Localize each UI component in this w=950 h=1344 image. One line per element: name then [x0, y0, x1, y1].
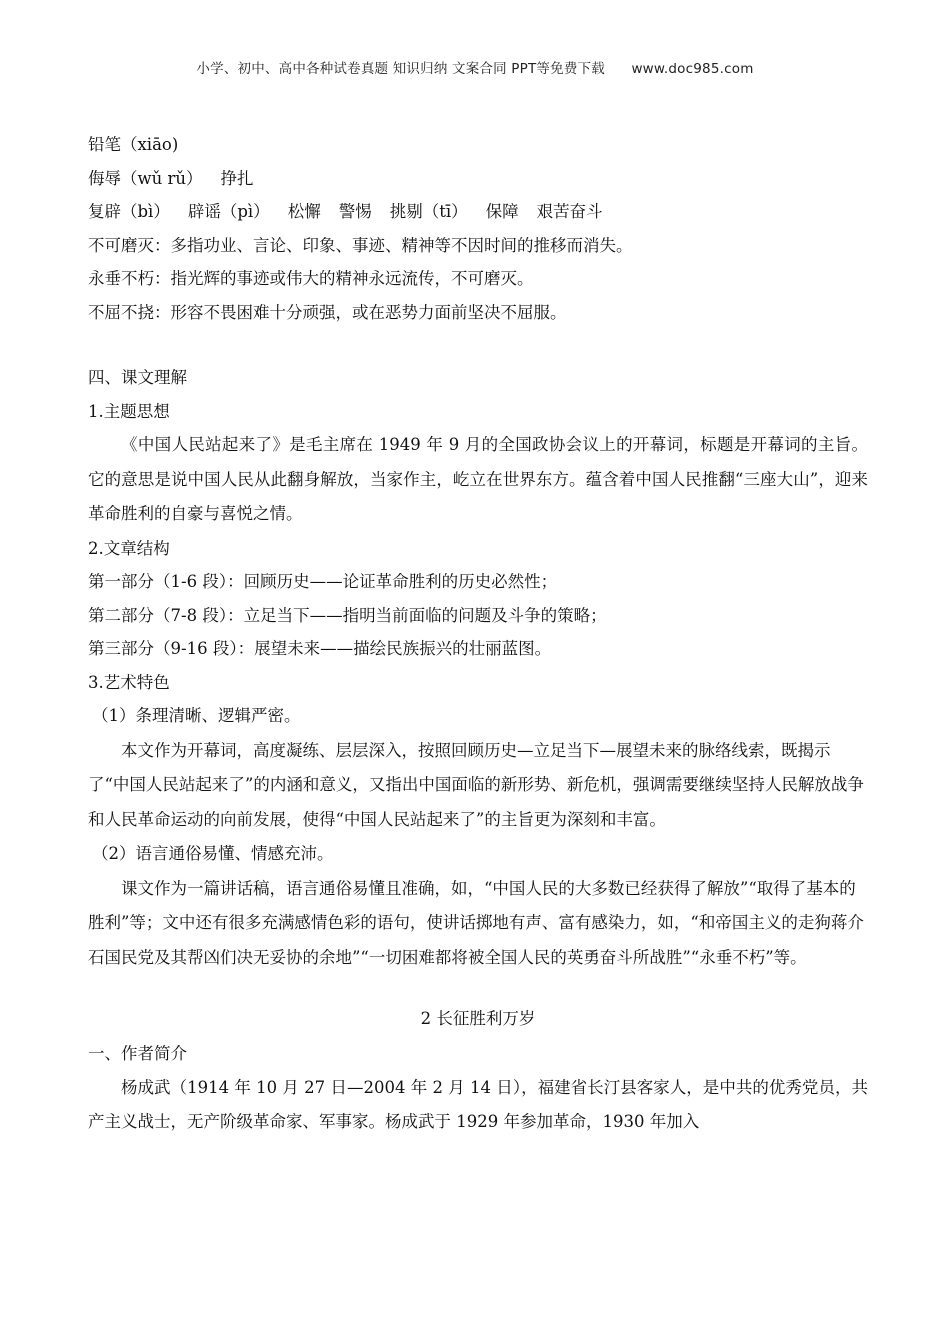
vocab-word: 艰苦奋斗 — [536, 202, 603, 221]
header-text: 小学、初中、高中各种试卷真题 知识归纳 文案合同 PPT等免费下载 — [196, 61, 605, 77]
vocab-word: 松懈 — [287, 202, 321, 221]
vocab-word: 挣扎 — [220, 168, 254, 188]
definition-1: 不可磨灭：多指功业、言论、印象、事迹、精神等不因时间的推移而消失。 — [88, 235, 633, 255]
vocab-word: 挑剔（tī） — [389, 202, 468, 221]
structure-part-1: 第一部分（1-6 段）：回顾历史——论证革命胜利的历史必然性； — [88, 572, 558, 591]
vocab-word: 辟谣（pì） — [187, 202, 270, 221]
art-feature-2-title: （2）语言通俗易懂、情感充沛。 — [92, 844, 334, 863]
structure-part-3: 第三部分（9-16 段）：展望未来——描绘民族振兴的壮丽蓝图。 — [88, 639, 552, 658]
vocab-word: 侮辱（wǔ rǔ） — [88, 168, 203, 188]
theme-paragraph: 《中国人民站起来了》是毛主席在 1949 年 9 月的全国政协会议上的开幕词，标题是开幕词的主旨。它的意思是说中国人民从此翻身解放，当家作主，屹立在世界东方。蕴含着中国人民推翻“三座大山”，迎来革命胜利的自豪与喜悦之情。 — [88, 435, 868, 523]
vocab-line-2 — [88, 162, 868, 196]
author-paragraph: 杨成武（1914 年 10 月 27 日—2004 年 2 月 14 日），福建省长汀县客家人，是中共的优秀党员，共产主义战士，无产阶级革命家、军事家。杨成武于 1929 年参加革命，1930 年加入 — [88, 1077, 868, 1131]
vocab-line-3 — [88, 195, 868, 229]
page-header — [0, 57, 950, 77]
author-section-title: 一、作者简介 — [88, 1044, 187, 1063]
art-feature-1-paragraph: 本文作为开幕词，高度凝练、层层深入，按照回顾历史—立足当下—展望未来的脉络线索，既揭示了“中国人民站起来了”的内涵和意义，又指出中国面临的新形势、新危机，强调需要继续坚持人民解放战争和人民革命运动的向前发展，使得“中国人民站起来了”的主旨更为深刻和丰富。 — [88, 740, 864, 829]
subsection-title-structure: 2.文章结构 — [88, 538, 170, 558]
structure-part-2: 第二部分（7-8 段）：立足当下——指明当前面临的问题及斗争的策略； — [88, 605, 607, 625]
vocab-word: 复辟（bì） — [88, 202, 170, 221]
art-feature-1-title: （1）条理清晰、逻辑严密。 — [92, 706, 301, 725]
subsection-title-theme: 1.主题思想 — [88, 401, 170, 421]
definition-3: 不屈不挠：形容不畏困难十分顽强，或在恶势力面前坚决不屈服。 — [88, 302, 567, 322]
vocab-word: 保障 — [485, 202, 519, 221]
art-feature-2-paragraph: 课文作为一篇讲话稿，语言通俗易懂且准确，如，“中国人民的大多数已经获得了解放”“取得了基本的胜利”等；文中还有很多充满感情色彩的语句，使讲话掷地有声、富有感染力，如，“和帝国主义的走狗蒋介石国民党及其帮凶们决无妥协的余地”“一切困难都将被全国人民的英勇奋斗所战胜”“永垂不朽”等。 — [88, 878, 864, 967]
vocab-word: 警惕 — [338, 202, 372, 221]
subsection-title-art: 3.艺术特色 — [88, 672, 170, 692]
section-title: 四、课文理解 — [88, 368, 187, 387]
definition-2: 永垂不朽：指光辉的事迹或伟大的精神永远流传，不可磨灭。 — [88, 269, 534, 288]
header-site-link[interactable]: www.doc985.com — [631, 61, 754, 77]
document-body — [88, 128, 868, 1140]
vocab-line-1: 铅笔（xiāo) — [88, 135, 179, 154]
chapter-title: 2 长征胜利万岁 — [420, 1009, 536, 1028]
